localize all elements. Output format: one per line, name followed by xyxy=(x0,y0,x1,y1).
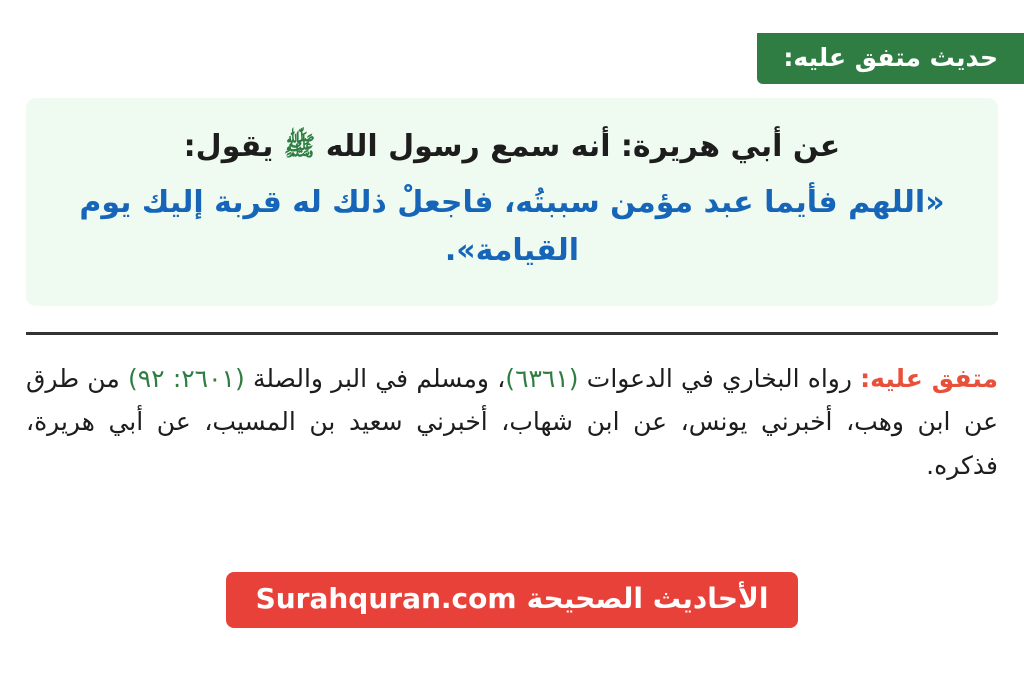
takhrij-part-1: رواه البخاري في الدعوات xyxy=(586,363,852,393)
hadith-narrator-after: يقول: xyxy=(183,129,274,164)
hadith-narrator-line xyxy=(56,124,968,171)
takhrij-reference-2: (٢٦٠١: ٩٢) xyxy=(127,363,245,393)
sallallahu-alayhi-wasallam-icon: ﷺ xyxy=(283,132,316,162)
badge-row xyxy=(0,0,1024,84)
footer-site-label: Surahquran.com xyxy=(255,582,517,615)
takhrij-part-2: ، ومسلم في البر والصلة xyxy=(252,363,506,393)
footer-arabic-label: الأحاديث الصحيحة xyxy=(526,582,769,615)
takhrij-label: متفق عليه: xyxy=(860,363,999,393)
takhrij-reference-1: (٦٣٦١) xyxy=(505,363,579,393)
hadith-type-badge: حديث متفق عليه: xyxy=(757,33,1024,84)
hadith-text-box xyxy=(26,98,998,306)
takhrij-paragraph xyxy=(26,357,998,488)
hadith-quote-text: «اللهم فأيما عبد مؤمن سببتُه، فاجعلْ ذلك له قربة إليك يوم القيامة». xyxy=(79,184,945,269)
section-divider xyxy=(26,332,998,335)
site-brand-pill[interactable] xyxy=(226,572,799,628)
takhrij-part-3: من طرق عن ابن وهب، أخبرني يونس، عن ابن شهاب، أخبرني سعيد بن المسيب، عن أبي هريرة، فذكره. xyxy=(26,363,998,481)
footer xyxy=(0,572,1024,628)
hadith-narrator-before: عن أبي هريرة: أنه سمع رسول الله xyxy=(325,129,841,164)
